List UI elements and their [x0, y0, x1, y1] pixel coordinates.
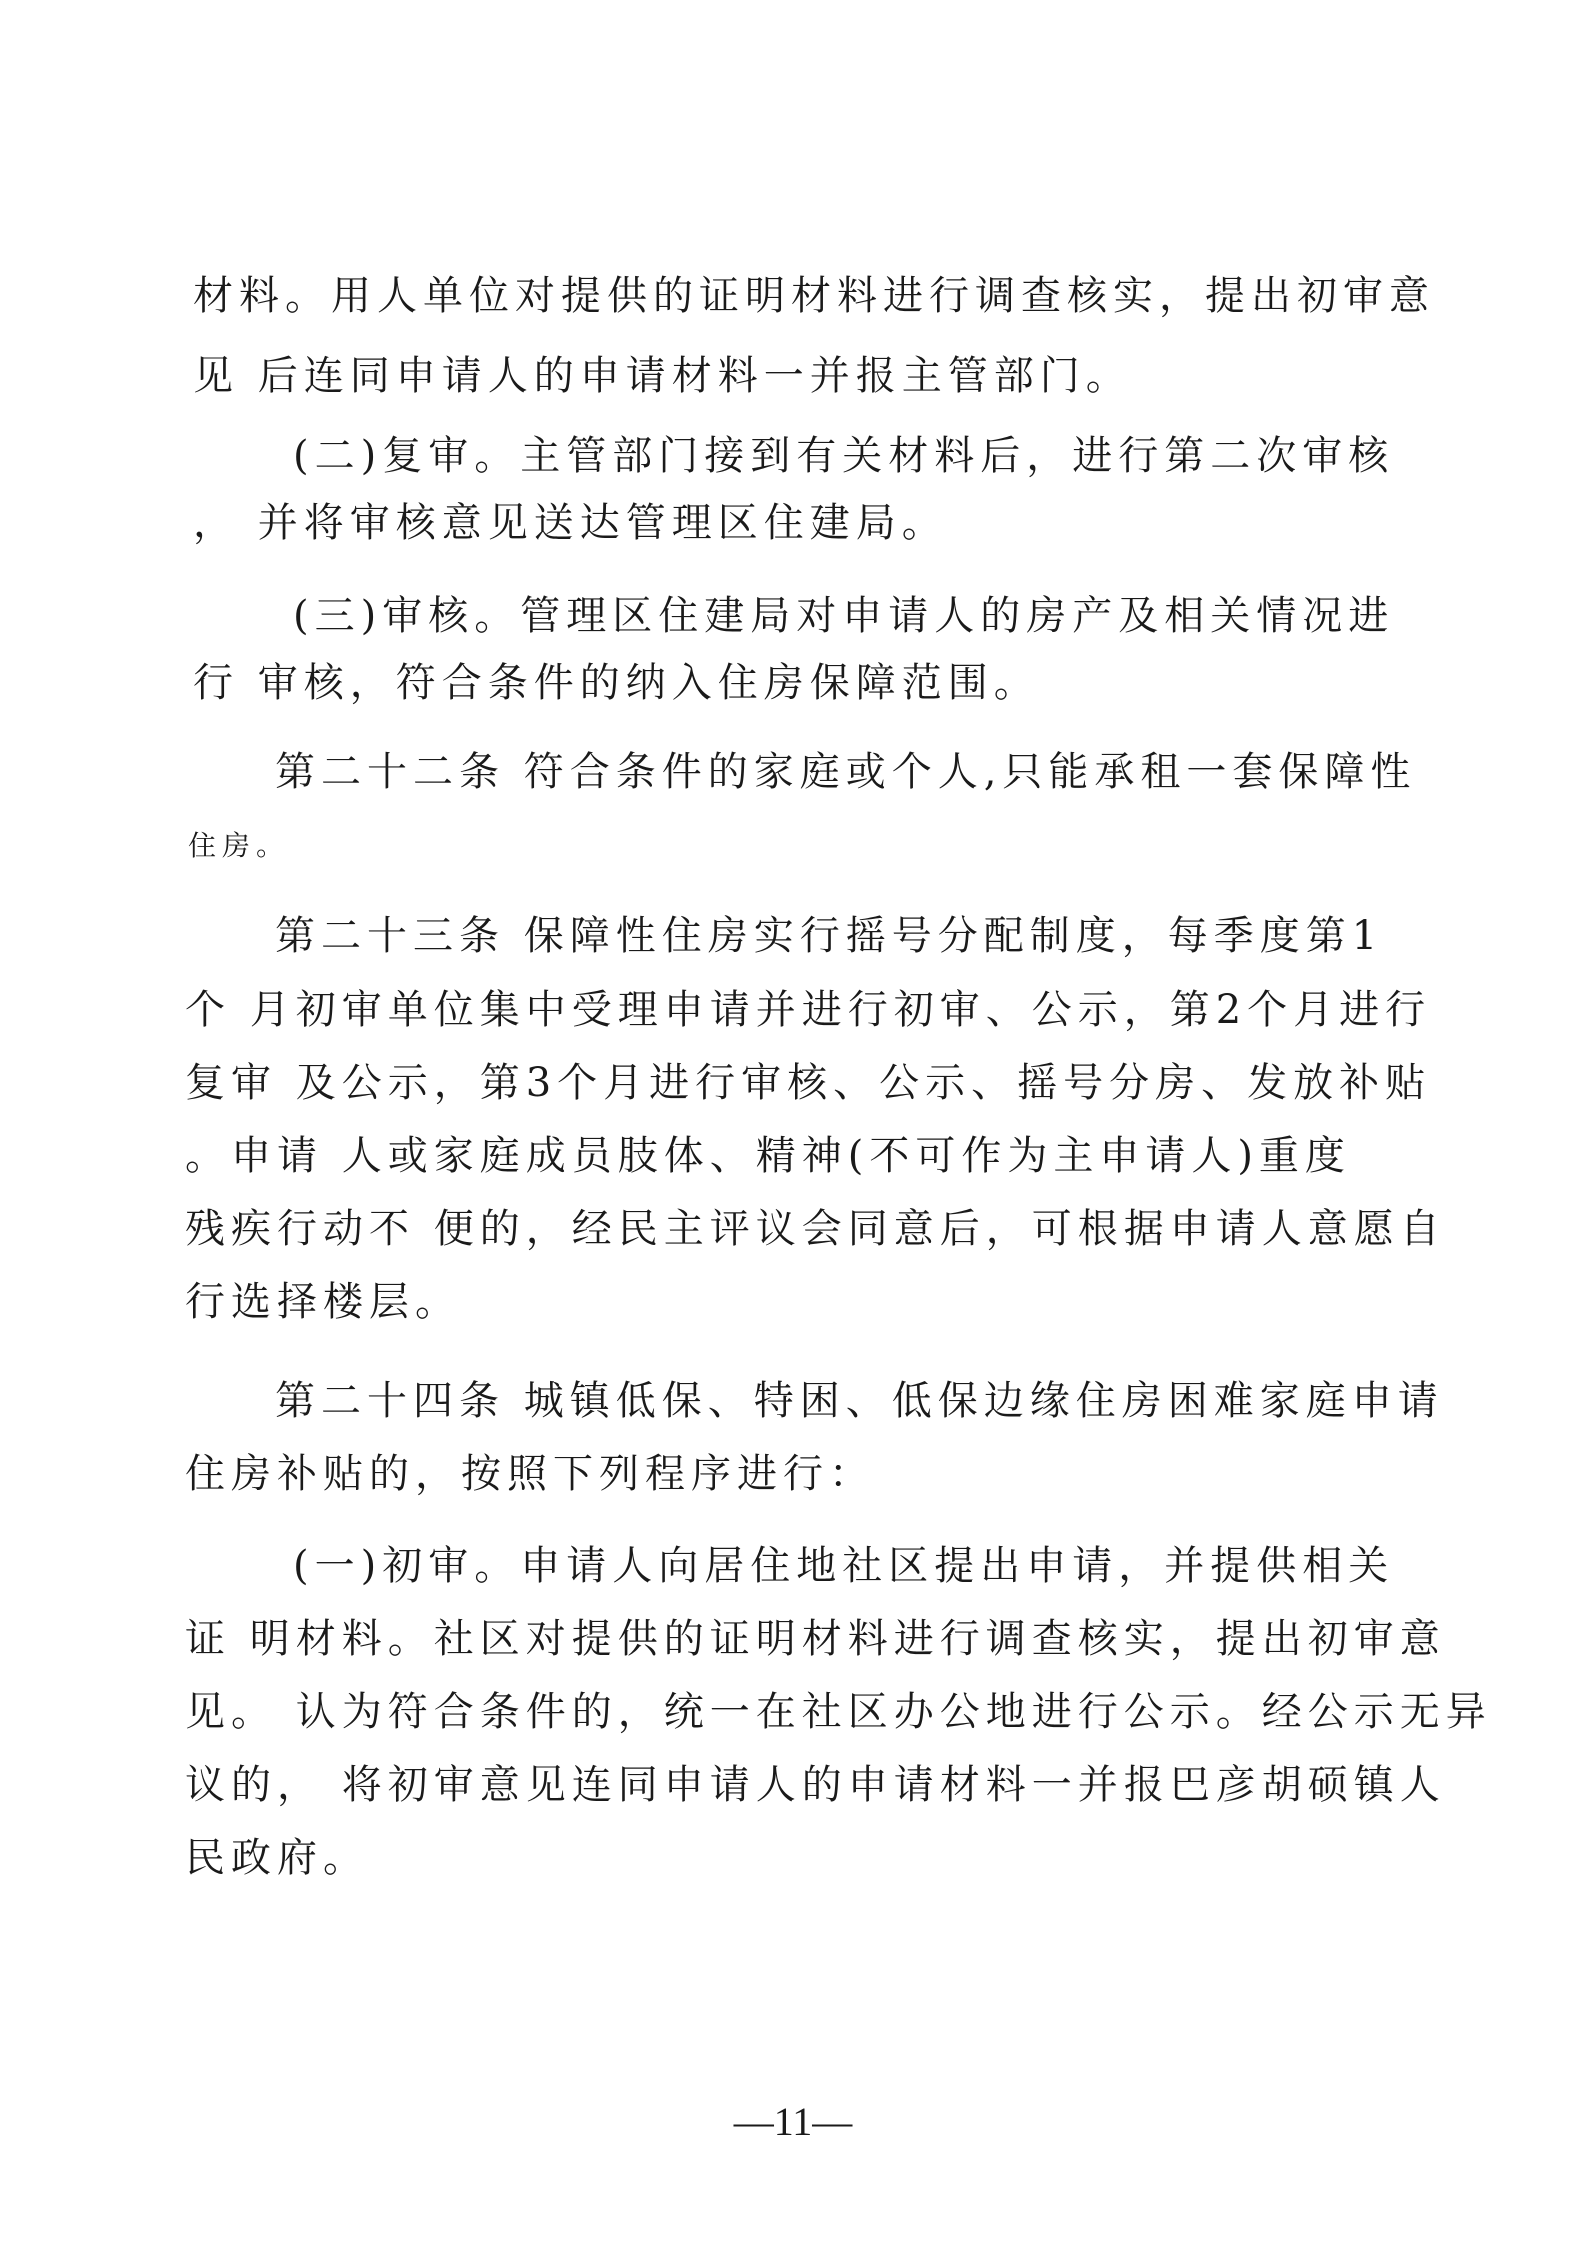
text-line-12: 。申请 人或家庭成员肢体、精神(不可作为主申请人)重度: [185, 1133, 1351, 1179]
text-line-2: 见 后连同申请人的申请材料一并报主管部门。: [193, 353, 1132, 399]
text-line-6: 行 审核，符合条件的纳入住房保障范围。: [193, 660, 1040, 706]
text-line-1: 材料。用人单位对提供的证明材料进行调查核实，提出初审意: [193, 273, 1435, 319]
text-line-21: 民政府。: [185, 1835, 369, 1881]
text-line-13: 残疾行动不 便的，经民主评议会同意后，可根据申请人意愿自: [185, 1206, 1446, 1252]
text-line-17: (一)初审。申请人向居住地社区提出申请，并提供相关: [293, 1543, 1395, 1589]
text-line-15: 第二十四条 城镇低保、特困、低保边缘住房困难家庭申请: [275, 1378, 1444, 1424]
text-line-19: 见。 认为符合条件的，统一在社区办公地进行公示。经公示无异: [185, 1689, 1492, 1735]
page-number: —11—: [733, 2099, 853, 2144]
text-line-9: 第二十三条 保障性住房实行摇号分配制度，每季度第1: [275, 913, 1384, 959]
text-line-4: ， 并将审核意见送达管理区住建局。: [193, 500, 948, 546]
text-line-5: (三)审核。管理区住建局对申请人的房产及相关情况进: [293, 593, 1395, 639]
text-line-14: 行选择楼层。: [185, 1279, 461, 1325]
text-line-16: 住房补贴的，按照下列程序进行：: [185, 1451, 875, 1497]
text-line-18: 证 明材料。社区对提供的证明材料进行调查核实，提出初审意: [185, 1616, 1446, 1662]
text-line-11: 复审 及公示，第3个月进行审核、公示、摇号分房、发放补贴: [185, 1060, 1432, 1106]
text-line-3: (二)复审。主管部门接到有关材料后，进行第二次审核: [293, 433, 1395, 479]
text-line-20: 议的， 将初审意见连同申请人的申请材料一并报巴彦胡硕镇人: [185, 1762, 1446, 1808]
text-line-7: 第二十二条 符合条件的家庭或个人,只能承租一套保障性: [275, 749, 1417, 795]
text-line-8: 住房。: [188, 829, 291, 862]
text-line-10: 个 月初审单位集中受理申请并进行初审、公示，第2个月进行: [185, 987, 1432, 1033]
